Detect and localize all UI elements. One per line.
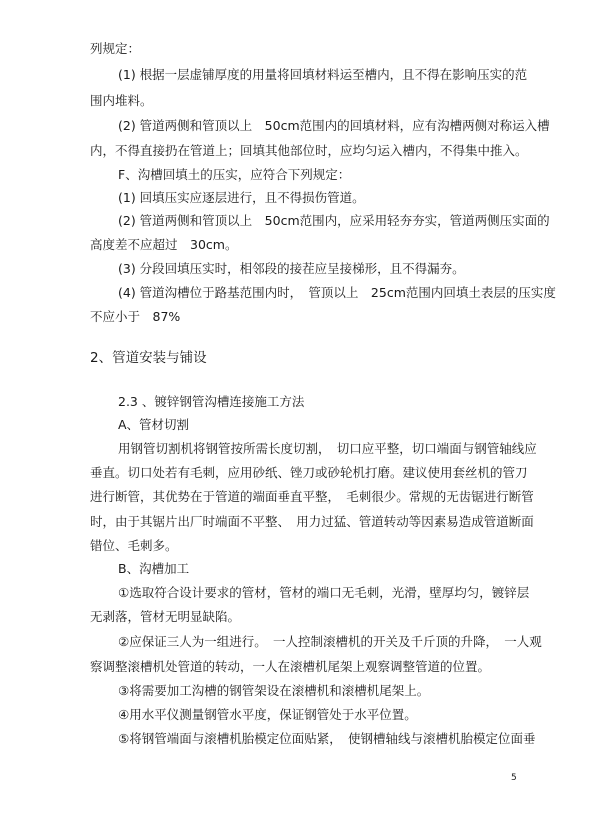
text-line: 列规定：	[90, 41, 141, 56]
text-line: A、管材切割	[118, 417, 190, 432]
text-line: (1) 根据一层虚铺厚度的用量将回填材料运至槽内，且不得在影响压实的范	[118, 67, 528, 82]
text-line: 察调整滚槽机处管道的转动，一人在滚槽机尾架上观察调整管道的位置。	[90, 659, 491, 674]
section-heading: 2、管道安装与铺设	[90, 350, 207, 366]
text-line: ④用水平仪测量钢管水平度，保证钢管处于水平位置。	[118, 707, 417, 722]
text-line: (1) 回填压实应逐层进行，且不得损伤管道。	[118, 190, 365, 205]
text-line: (2) 管道两侧和管顶以上 50cm范围内，应采用轻夯夯实，管道两侧压实面的	[118, 213, 550, 228]
text-line: ②应保证三人为一组进行。 一人控制滚槽机的开关及千斤顶的升降， 一人观	[118, 634, 542, 649]
text-line: 无剥落，管材无明显缺陷。	[90, 609, 241, 624]
text-line: (4) 管道沟槽位于路基范围内时， 管顶以上 25cm范围内回填土表层的压实度	[118, 285, 556, 300]
text-line: ③将需要加工沟槽的钢管架设在滚槽机和滚槽机尾架上。	[118, 683, 430, 698]
text-line: 错位、毛刺多。	[90, 538, 178, 553]
text-line: 用钢管切割机将钢管按所需长度切割， 切口应平整，切口端面与钢管轴线应	[118, 441, 537, 456]
text-line: 围内堆料。	[90, 93, 153, 108]
text-line: (3) 分段回填压实时，相邻段的接茬应呈接梯形，且不得漏夯。	[118, 261, 465, 276]
text-line: ①选取符合设计要求的管材，管材的端口无毛刺，光滑，壁厚均匀，镀锌层	[118, 585, 530, 600]
text-line: 垂直。切口处若有毛刺，应用砂纸、锉刀或砂轮机打磨。建议使用套丝机的管刀	[90, 465, 528, 480]
text-line: B、沟槽加工	[118, 561, 190, 576]
text-line: 时，由于其锯片出厂时端面不平整、 用力过猛、管道转动等因素易造成管道断面	[90, 514, 534, 529]
text-line: ⑤将钢管端面与滚槽机胎模定位面贴紧， 使钢槽轴线与滚槽机胎模定位面垂	[118, 731, 536, 746]
page-number: 5	[511, 773, 517, 783]
text-line: 进行断管，其优势在于管道的端面垂直平整， 毛刺很少。常规的无齿锯进行断管	[90, 489, 534, 504]
text-line: 不应小于 87%	[90, 309, 181, 324]
subsection-heading: 2.3 、镀锌钢管沟槽连接施工方法	[118, 394, 305, 409]
text-line: F、沟槽回填土的压实，应符合下列规定：	[118, 167, 351, 182]
text-line: (2) 管道两侧和管顶以上 50cm范围内的回填材料，应有沟槽两侧对称运入槽	[118, 118, 550, 133]
text-line: 高度差不应超过 30cm。	[90, 237, 238, 252]
text-line: 内，不得直接扔在管道上；回填其他部位时，应均匀运入槽内，不得集中推入。	[90, 143, 528, 158]
